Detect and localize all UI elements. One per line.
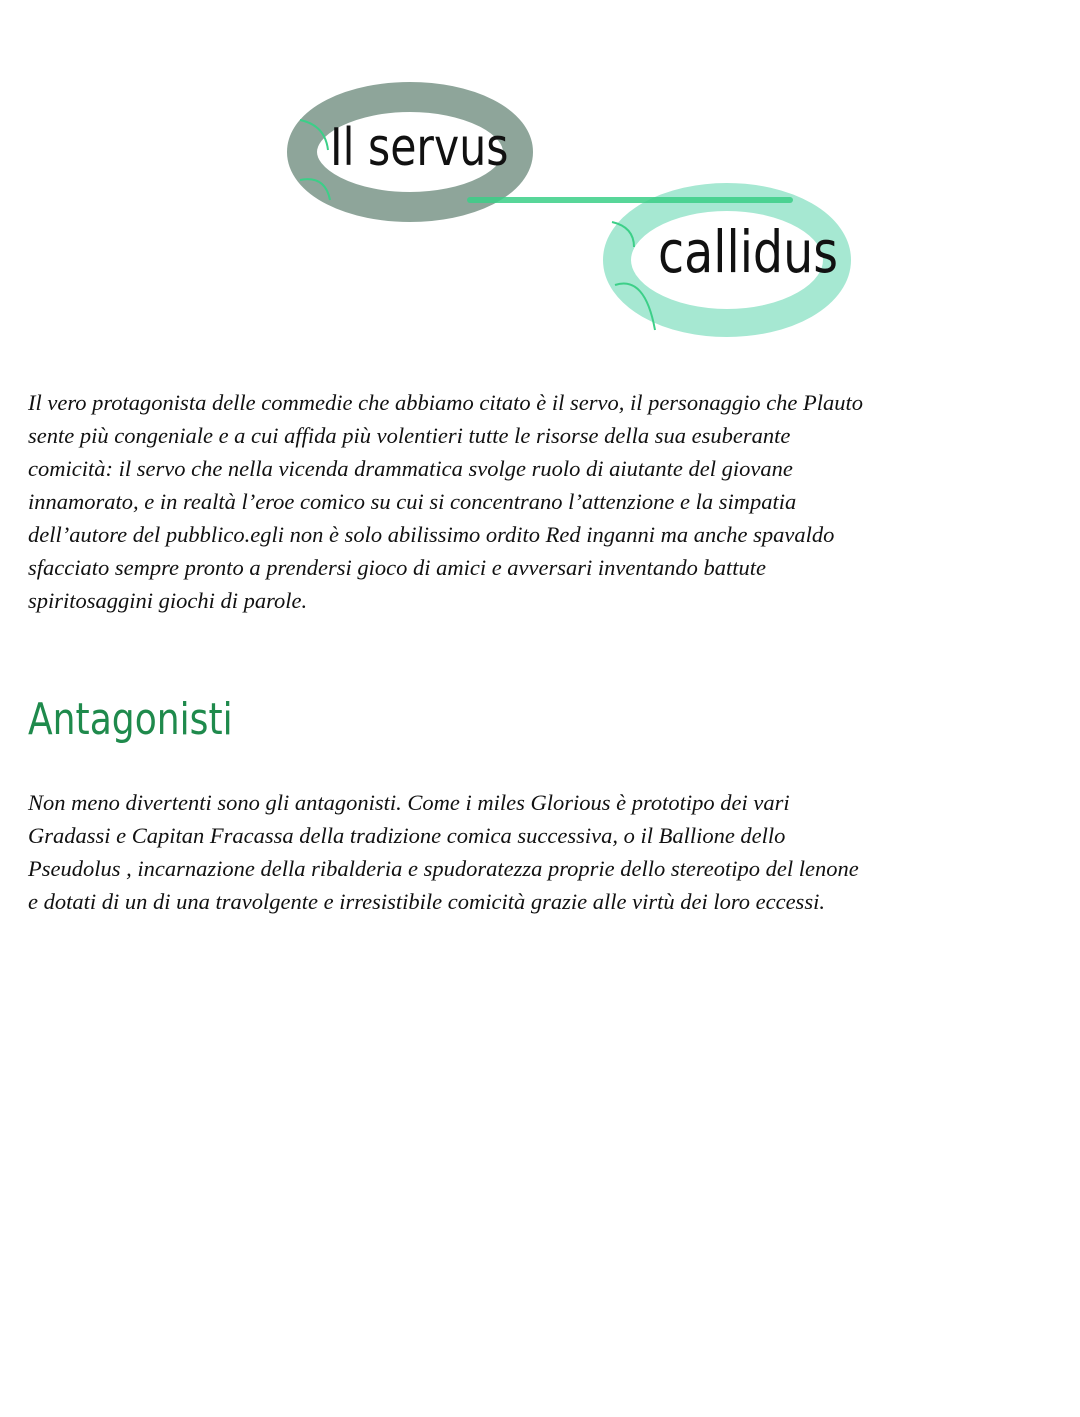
text-line: sente più congeniale e a cui affida più volentieri tutte le risorse della sua esuberante <box>28 423 791 448</box>
title-word-1: Il servus <box>330 118 509 178</box>
text-line: Gradassi e Capitan Fracassa della tradizione comica successiva, o il Ballione dello <box>28 823 786 848</box>
text-line: sfacciato sempre pronto a prendersi gioco di amici e avversari inventando battute <box>28 555 766 580</box>
text-line: Il vero protagonista delle commedie che abbiamo citato è il servo, il personaggio che Plauto <box>28 390 864 415</box>
title-word-2: callidus <box>658 218 839 286</box>
antagonisti-paragraph <box>28 786 859 918</box>
text-line: Non meno divertenti sono gli antagonisti. Come i miles Glorious è prototipo dei vari <box>28 790 790 815</box>
text-line: Pseudolus , incarnazione della ribalderia e spudoratezza proprie dello stereotipo del lenone <box>28 856 859 881</box>
text-line: comicità: il servo che nella vicenda drammatica svolge ruolo di aiutante del giovane <box>28 456 793 481</box>
text-line: e dotati di un di una travolgente e irresistibile comicità grazie alle virtù dei loro eccessi. <box>28 889 825 914</box>
intro-paragraph <box>28 386 863 617</box>
text-line: innamorato, e in realtà l’eroe comico su cui si concentrano l’attenzione e la simpatia <box>28 489 797 514</box>
title-decoration <box>0 0 1080 400</box>
text-line: spiritosaggini giochi di parole. <box>28 588 308 613</box>
section-heading: Antagonisti <box>28 694 233 745</box>
text-line: dell’autore del pubblico.egli non è solo abilissimo ordito Red inganni ma anche spavaldo <box>28 522 835 547</box>
